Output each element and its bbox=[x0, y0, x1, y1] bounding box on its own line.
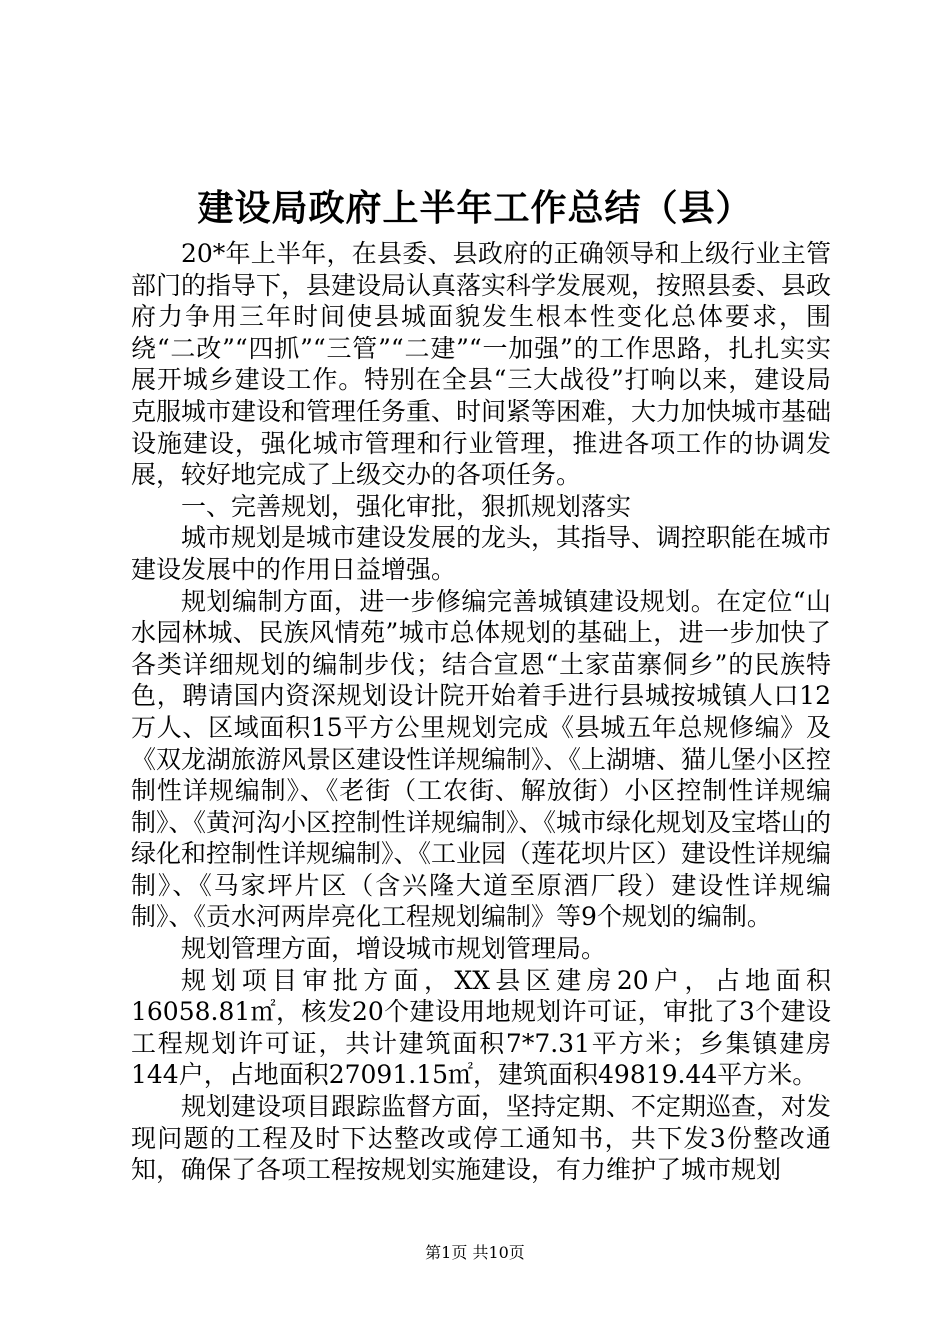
page-footer: 第1页 共10页 bbox=[425, 1243, 525, 1262]
paragraph-planning-management: 规划管理方面，增设城市规划管理局。 bbox=[181, 934, 607, 964]
paragraph-project-approval: 规划项目审批方面，XX县区建房20户，占地面积16058.81㎡，核发20个建设用地规划许可证，审批了3个建设工程规划许可证，共计建筑面积7*7.31平方米；乡集镇建房144户，占地面积27091.15㎡，建筑面积49819.44平方米。 bbox=[131, 965, 831, 1090]
document-title: 建设局政府上半年工作总结（县） bbox=[197, 187, 753, 229]
paragraph-planning-role: 城市规划是城市建设发展的龙头，其指导、调控职能在城市建设发展中的作用日益增强。 bbox=[131, 523, 832, 584]
document-body bbox=[131, 238, 831, 1186]
section-heading: 一、完善规划，强化审批，狠抓规划落实 bbox=[181, 491, 632, 521]
paragraph-planning-compilation: 规划编制方面，进一步修编完善城镇建设规划。在定位“山水园林城、民族风情苑”城市总体规划的基础上，进一步加快了各类详细规划的编制步伐；结合宣恩“土家苗寨侗乡”的民族特色，聘请国内资深规划设计院开始着手进行县城按城镇人口12万人、区域面积15平方公里规划完成《县城五年总规修编》及《双龙湖旅游风景区建设性详规编制》、《上湖塘、猫儿堡小区控制性详规编制》、《老街（工农街、解放街）小区控制性详规编制》、《黄河沟小区控制性详规编制》、《城市绿化规划及宝塔山的绿化和控制性详规编制》、《工业园（莲花坝片区）建设性详规编制》、《马家坪片区（含兴隆大道至原酒厂段）建设性详规编制》、《贡水河两岸亮化工程规划编制》等9个规划的编制。 bbox=[131, 586, 832, 932]
paragraph-intro: 20*年上半年，在县委、县政府的正确领导和上级行业主管部门的指导下，县建设局认真落实科学发展观，按照县委、县政府力争用三年时间使县城面貌发生根本性变化总体要求，围绕“二改”“四抓”“三管”“二建”“一加强”的工作思路，扎扎实实展开城乡建设工作。特别在全县“三大战役”打响以来，建设局克服城市建设和管理任务重、时间紧等困难，大力加快城市基础设施建设，强化城市管理和行业管理，推进各项工作的协调发展，较好地完成了上级交办的各项任务。 bbox=[131, 239, 832, 490]
paragraph-project-supervision: 规划建设项目跟踪监督方面，坚持定期、不定期巡查，对发现问题的工程及时下达整改或停工通知书，共下发3份整改通知，确保了各项工程按规划实施建设，有力维护了城市规划 bbox=[131, 1092, 832, 1185]
